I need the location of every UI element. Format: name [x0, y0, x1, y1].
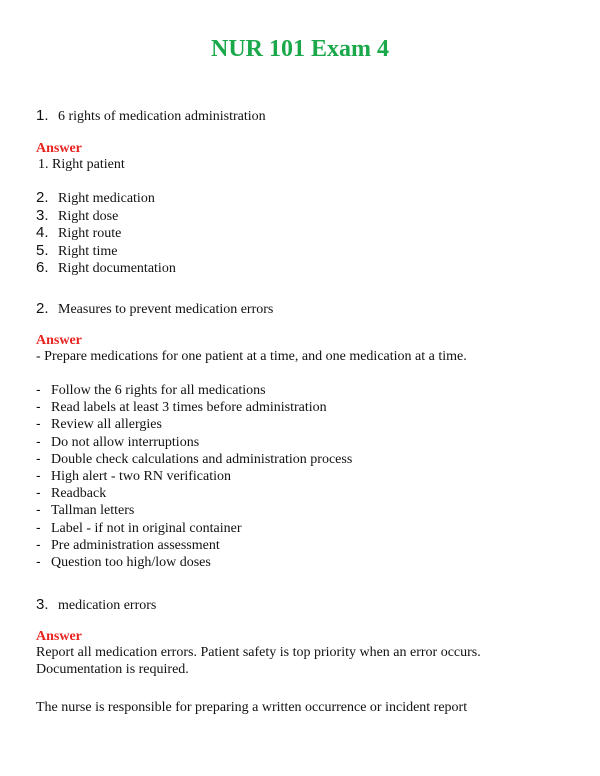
list-item — [36, 484, 106, 502]
bullet-dash: - — [36, 432, 41, 449]
bullet-dash: - — [36, 518, 41, 535]
bullet-dash: - — [36, 553, 41, 569]
question-text: Measures to prevent medication errors — [58, 302, 274, 317]
answer-paragraph: The nurse is responsible for preparing a written occurrence or incident report — [36, 700, 468, 715]
list-item — [36, 501, 134, 519]
list-item-text: Right medication — [58, 191, 155, 206]
question-text: 6 rights of medication administration — [58, 109, 266, 124]
question-number: 1. — [36, 107, 49, 124]
list-item — [36, 381, 266, 399]
list-item — [36, 536, 220, 554]
list-item-text: Label - if not in original container — [51, 520, 242, 536]
question-3 — [36, 596, 156, 614]
list-item-text: Double check calculations and administration process — [51, 451, 353, 467]
answer-first-item: 1. Right patient — [38, 157, 125, 172]
list-item — [36, 415, 162, 433]
list-item-text: Readback — [51, 486, 107, 502]
list-item-text: Right time — [58, 243, 118, 259]
list-item-number: 3. — [36, 206, 49, 224]
answer-label: Answer — [36, 141, 82, 156]
question-number: 2. — [36, 300, 49, 317]
bullet-dash: - — [36, 415, 41, 432]
bullet-dash: - — [36, 398, 41, 415]
list-item-number: 6. — [36, 259, 49, 276]
list-item-text: Right documentation — [58, 261, 176, 276]
list-item-text: Right route — [58, 226, 122, 241]
list-item — [36, 189, 155, 207]
list-item-text: Tallman letters — [51, 503, 135, 519]
document-title: NUR 101 Exam 4 — [211, 36, 389, 62]
list-item-text: High alert - two RN verification — [51, 469, 232, 484]
list-item-text: Follow the 6 rights for all medications — [51, 383, 266, 398]
list-item — [36, 519, 242, 537]
question-number: 3. — [36, 596, 49, 613]
list-item-text: Right dose — [58, 208, 119, 224]
question-2 — [36, 300, 273, 318]
answer-label: Answer — [36, 333, 82, 348]
list-item — [36, 467, 231, 485]
list-item — [36, 398, 327, 416]
list-item — [36, 242, 118, 260]
bullet-dash: - — [36, 467, 41, 483]
list-item — [36, 207, 118, 225]
list-item-number: 5. — [36, 241, 49, 259]
answer-label: Answer — [36, 629, 82, 644]
list-item-text: Question too high/low doses — [51, 555, 211, 570]
question-1 — [36, 107, 266, 125]
answer-paragraph: Report all medication errors. Patient safety is top priority when an error occurs. Documentation is required. — [36, 645, 481, 677]
bullet-dash: - — [36, 449, 41, 466]
list-item-number: 4. — [36, 224, 49, 241]
list-item — [36, 450, 352, 468]
bullet-dash: - — [36, 381, 41, 397]
list-item-text: Read labels at least 3 times before administration — [51, 400, 327, 416]
question-text: medication errors — [58, 598, 157, 613]
list-item-number: 2. — [36, 189, 49, 206]
answer-intro: - Prepare medications for one patient at a time, and one medication at a time. — [36, 349, 467, 364]
list-item-text: Do not allow interruptions — [51, 434, 200, 450]
list-item-text: Pre administration assessment — [51, 537, 220, 553]
list-item — [36, 224, 121, 242]
list-item — [36, 433, 199, 451]
list-item-text: Review all allergies — [51, 417, 162, 433]
bullet-dash: - — [36, 535, 41, 552]
list-item — [36, 553, 211, 571]
bullet-dash: - — [36, 484, 41, 501]
list-item — [36, 259, 176, 277]
bullet-dash: - — [36, 501, 41, 518]
